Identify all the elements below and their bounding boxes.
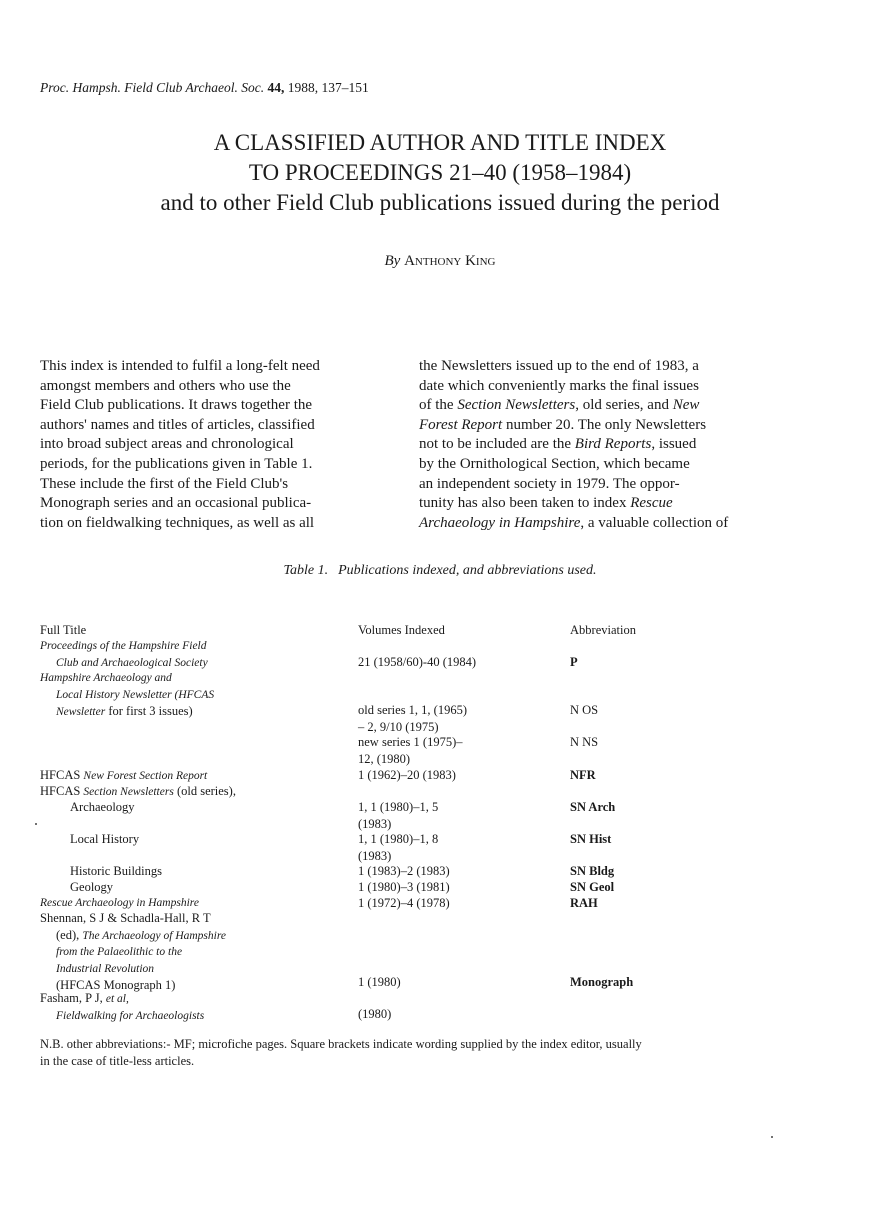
scan-speck	[771, 1136, 773, 1138]
body-line: Monograph series and an occasional publica-	[40, 495, 312, 512]
table-cell-volume: 1, 1 (1980)–1, 5 (1983)	[358, 800, 439, 831]
byline-author: Anthony King	[404, 253, 496, 269]
table-row-newsletter: Hampshire Archaeology and Local History Newsletter (HFCAS Newsletter for first 3 issues)	[40, 672, 215, 718]
table-cell-abbreviation: SN Bldg	[570, 864, 615, 878]
body-line: the Newsletters issued up to the end of 1983, a	[419, 358, 699, 374]
body-line: tion on fieldwalking techniques, as well as all	[40, 514, 315, 531]
table-row-nfr: HFCAS New Forest Section Report	[40, 768, 208, 782]
table-cell-abbreviation: RAH	[570, 896, 598, 910]
table-cell-volume: 1 (1972)–4 (1978)	[358, 896, 450, 910]
table-row-proceedings: Proceedings of the Hampshire Field Club and Archaeological Society	[40, 640, 208, 669]
body-line: into broad subject areas and chronological	[40, 436, 294, 453]
body-line: date which conveniently marks the final issues	[419, 377, 699, 394]
byline	[0, 253, 880, 270]
table-row-rah: Rescue Archaeology in Hampshire	[40, 897, 199, 909]
table-cell-abbreviation: N OS	[570, 703, 599, 717]
body-line: tunity has also been taken to index Rescue	[419, 495, 673, 512]
journal-volume: 44,	[267, 80, 285, 95]
table-cell-volume: new series 1 (1975)– 12, (1980)	[358, 735, 463, 766]
table-cell-volume: 1 (1980)	[358, 975, 401, 989]
body-line: of the Section Newsletters, old series, and New	[419, 397, 700, 414]
body-line: Field Club publications. It draws together the	[40, 397, 313, 414]
table-cell-volume: 1 (1983)–2 (1983)	[358, 864, 450, 878]
table-cell-volume: 21 (1958/60)-40 (1984)	[358, 655, 477, 669]
table-cell-volume: 1 (1962)–20 (1983)	[358, 768, 456, 782]
table-row-geology: Geology	[70, 880, 114, 894]
body-column-1	[40, 357, 402, 533]
journal-citation	[40, 80, 369, 96]
body-line: This index is intended to fulfil a long-felt need	[40, 358, 320, 374]
table-cell-volume: 1, 1 (1980)–1, 8 (1983)	[358, 832, 439, 863]
table-header-full-title: Full Title	[40, 623, 87, 637]
table-cell-abbreviation: N NS	[570, 735, 599, 749]
title-line-3: and to other Field Club publications issued during the period	[160, 190, 720, 215]
body-line: by the Ornithological Section, which became	[419, 455, 690, 472]
table-caption-number: Table 1.	[283, 563, 329, 578]
body-line: amongst members and others who use the	[40, 377, 291, 394]
abbreviations-note: N.B. other abbreviations:- MF; microfiche pages. Square brackets indicate wording supplied by the index editor, usually in the case of title-less articles.	[40, 1037, 642, 1068]
body-line: an independent society in 1979. The oppor-	[419, 475, 680, 492]
title-line-2: TO PROCEEDINGS 21–40 (1958–1984)	[248, 160, 632, 185]
table-cell-abbreviation: SN Hist	[570, 832, 612, 846]
table-row-fieldwalking: Fasham, P J, et al, Fieldwalking for Archaeologists	[40, 991, 205, 1022]
table-cell-abbreviation: SN Geol	[570, 880, 615, 894]
table-cell-volume: 1 (1980)–3 (1981)	[358, 880, 450, 894]
table-caption	[0, 563, 880, 579]
table-cell-abbreviation: NFR	[570, 768, 596, 782]
table-caption-text: Publications indexed, and abbreviations used.	[338, 563, 597, 578]
table-row-local-history: Local History	[70, 832, 140, 846]
body-line: authors' names and titles of articles, classified	[40, 416, 315, 433]
scan-speck	[35, 823, 37, 825]
byline-by: By	[384, 253, 401, 269]
table-row-monograph: Shennan, S J & Schadla-Hall, R T (ed), The Archaeology of Hampshire from the Palaeolithic to the Industrial Revolution (HFCAS Monograph 1)	[40, 911, 227, 992]
body-line: Forest Report number 20. The only Newsletters	[419, 416, 707, 433]
body-line: periods, for the publications given in Table 1.	[40, 455, 313, 472]
body-line: Archaeology in Hampshire, a valuable collection of	[419, 514, 729, 531]
table-row-archaeology: Archaeology	[70, 800, 135, 814]
table-cell-volume: (1980)	[358, 1007, 392, 1021]
table-header-volumes: Volumes Indexed	[358, 623, 445, 637]
table-row-historic-buildings: Historic Buildings	[70, 864, 163, 878]
table-cell-abbreviation: Monograph	[570, 975, 634, 989]
body-column-2	[419, 357, 781, 533]
table-cell-volume: old series 1, 1, (1965) – 2, 9/10 (1975)	[358, 703, 468, 734]
journal-year-pages: 1988, 137–151	[287, 80, 369, 95]
journal-name: Proc. Hampsh. Field Club Archaeol. Soc.	[40, 80, 265, 95]
table-header-abbreviation: Abbreviation	[570, 623, 636, 637]
table-cell-abbreviation: P	[570, 655, 578, 669]
table-row-section-newsletters: HFCAS Section Newsletters (old series),	[40, 784, 236, 798]
body-line: not to be included are the Bird Reports, issued	[419, 436, 697, 453]
body-line: These include the first of the Field Club's	[40, 475, 289, 492]
title-line-1: A CLASSIFIED AUTHOR AND TITLE INDEX	[213, 130, 667, 155]
table-cell-abbreviation: SN Arch	[570, 800, 616, 814]
